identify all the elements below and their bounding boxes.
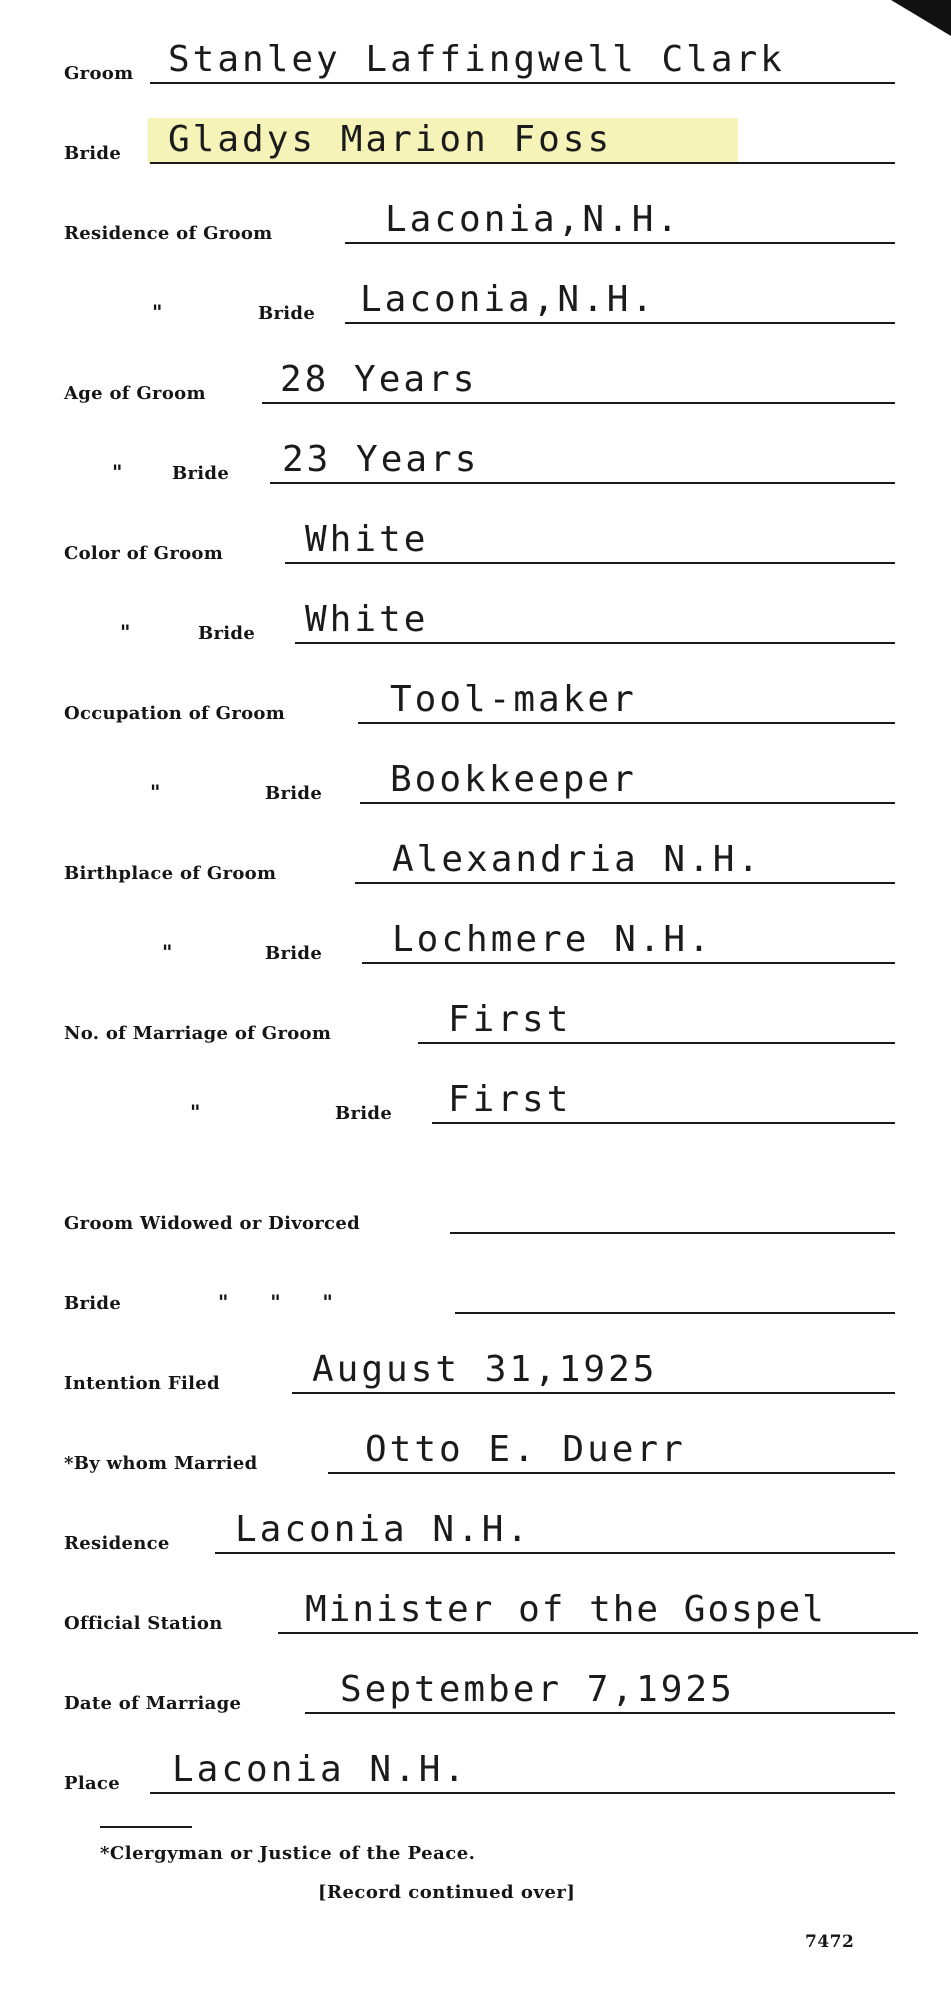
field-label: Birthplace of Groom — [64, 863, 277, 884]
field-line — [295, 642, 895, 644]
row-groom — [0, 10, 951, 90]
field-line — [292, 1392, 895, 1394]
row-marriage-number-groom — [0, 970, 951, 1050]
field-line — [432, 1122, 895, 1124]
field-label: No. of Marriage of Groom — [64, 1023, 332, 1044]
field-line — [358, 722, 895, 724]
field-label: Bride — [198, 623, 256, 644]
field-value: Lochmere N.H. — [392, 919, 713, 960]
row-official-station — [0, 1560, 951, 1640]
field-label: Official Station — [64, 1613, 223, 1634]
row-birthplace-groom — [0, 810, 951, 890]
field-value: 23 Years — [282, 439, 480, 480]
field-value: Otto E. Duerr — [365, 1429, 686, 1470]
field-value: Laconia,N.H. — [360, 279, 657, 320]
field-value: Tool-maker — [390, 679, 637, 720]
field-value: First — [448, 1079, 572, 1120]
field-line — [262, 402, 895, 404]
record-number: 7472 — [805, 1932, 855, 1952]
field-label: Residence of Groom — [64, 223, 273, 244]
footnote: *Clergyman or Justice of the Peace. — [100, 1843, 476, 1864]
ditto-mark: " — [150, 780, 161, 804]
field-label: Bride — [335, 1103, 393, 1124]
field-label: Place — [64, 1773, 120, 1794]
field-label: Bride — [265, 943, 323, 964]
field-line — [360, 802, 895, 804]
field-line — [150, 82, 895, 84]
field-line — [305, 1712, 895, 1714]
field-value: Alexandria N.H. — [392, 839, 763, 880]
field-line — [418, 1042, 895, 1044]
field-label: Bride — [64, 143, 122, 164]
field-line — [215, 1552, 895, 1554]
field-line — [270, 482, 895, 484]
field-line — [455, 1312, 895, 1314]
row-age-bride — [0, 410, 951, 490]
field-label: Bride — [172, 463, 230, 484]
ditto-mark: " — [112, 460, 123, 484]
field-label: Occupation of Groom — [64, 703, 286, 724]
field-line — [345, 242, 895, 244]
field-line — [150, 1792, 895, 1794]
field-label: Bride — [265, 783, 323, 804]
field-value: Gladys Marion Foss — [168, 119, 613, 160]
field-label: Bride — [258, 303, 316, 324]
ditto-marks: " " " — [218, 1290, 333, 1314]
field-label: Groom Widowed or Divorced — [64, 1213, 360, 1234]
field-label: Residence — [64, 1533, 170, 1554]
field-label: Intention Filed — [64, 1373, 220, 1394]
field-value: August 31,1925 — [312, 1349, 658, 1390]
row-intention-filed — [0, 1320, 951, 1400]
field-line — [362, 962, 895, 964]
field-label: Color of Groom — [64, 543, 224, 564]
row-by-whom-married — [0, 1400, 951, 1480]
record-continued-note: [Record continued over] — [318, 1882, 576, 1903]
field-value: Stanley Laffingwell Clark — [168, 39, 785, 80]
field-value: First — [448, 999, 572, 1040]
row-residence-bride — [0, 250, 951, 330]
field-value: Bookkeeper — [390, 759, 637, 800]
ditto-mark: " — [120, 620, 131, 644]
field-label: Groom — [64, 63, 134, 84]
field-label: *By whom Married — [64, 1453, 258, 1474]
row-marriage-number-bride — [0, 1050, 951, 1130]
field-line — [285, 562, 895, 564]
field-label: Age of Groom — [64, 383, 206, 404]
field-value: Laconia N.H. — [235, 1509, 532, 1550]
row-bride — [0, 90, 951, 170]
row-color-bride — [0, 570, 951, 650]
field-value: Laconia N.H. — [172, 1749, 469, 1790]
field-value: Minister of the Gospel — [305, 1589, 826, 1630]
row-birthplace-bride — [0, 890, 951, 970]
field-line — [328, 1472, 895, 1474]
row-officiant-residence — [0, 1480, 951, 1560]
ditto-mark: " — [152, 300, 163, 324]
field-value: September 7,1925 — [340, 1669, 735, 1710]
field-value: Laconia,N.H. — [385, 199, 682, 240]
row-color-groom — [0, 490, 951, 570]
row-age-groom — [0, 330, 951, 410]
field-label: Bride — [64, 1293, 122, 1314]
row-place — [0, 1720, 951, 1800]
field-line — [450, 1232, 895, 1234]
field-line — [345, 322, 895, 324]
field-line — [278, 1632, 918, 1634]
field-line — [355, 882, 895, 884]
field-label: Date of Marriage — [64, 1693, 242, 1714]
ditto-mark: " — [162, 940, 173, 964]
row-date-of-marriage — [0, 1640, 951, 1720]
row-residence-groom — [0, 170, 951, 250]
row-occupation-groom — [0, 650, 951, 730]
row-bride-widowed — [0, 1240, 951, 1320]
field-value: White — [305, 519, 429, 560]
field-value: White — [305, 599, 429, 640]
field-line — [150, 162, 895, 164]
row-groom-widowed — [0, 1160, 951, 1240]
footnote-rule — [100, 1826, 192, 1828]
ditto-mark: " — [190, 1100, 201, 1124]
field-value: 28 Years — [280, 359, 478, 400]
row-occupation-bride — [0, 730, 951, 810]
